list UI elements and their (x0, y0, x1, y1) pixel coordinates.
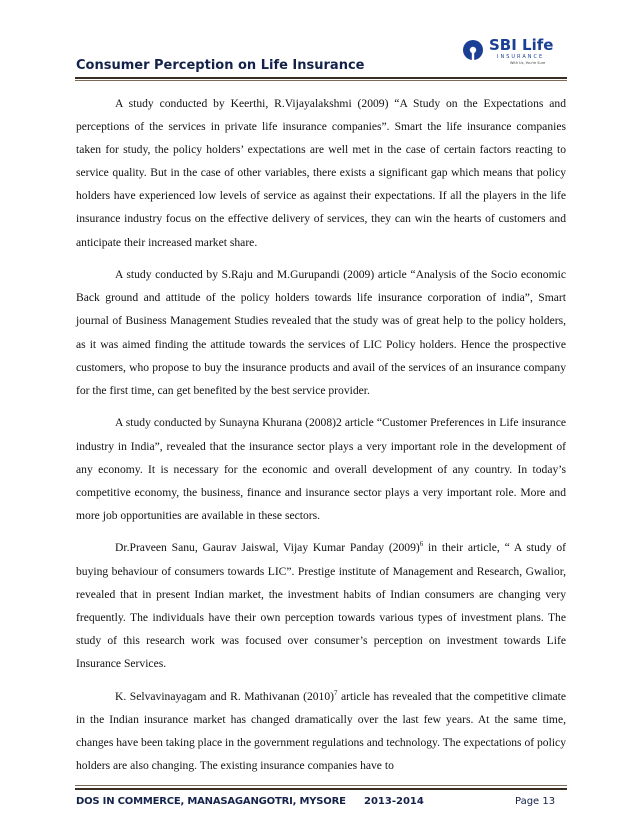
sbi-life-logo (462, 33, 572, 73)
footnote-ref-7: 7 (334, 688, 338, 697)
paragraph-4 (76, 536, 566, 675)
header-divider-thin (75, 80, 567, 81)
footer-year: 2013-2014 (364, 796, 424, 807)
page-header-title: Consumer Perception on Life Insurance (76, 58, 365, 73)
footer-divider-thin (75, 785, 567, 786)
paragraph-5-rest: article has revealed that the competitive climate in the Indian insurance market has changed dramatically over the last few years. At the same time, changes have been taking place in the government regulations and technology. The expectations of policy holders are also changing. The existing insurance companies have to (76, 689, 566, 772)
sbi-emblem-icon (462, 39, 484, 61)
body-text (76, 92, 566, 787)
paragraph-5 (76, 685, 566, 777)
footer-department: DOS IN COMMERCE, MANASAGANGOTRI, MYSORE (76, 796, 346, 807)
paragraph-1: A study conducted by Keerthi, R.Vijayalakshmi (2009) “A Study on the Expectations and perceptions of the services in private life insurance companies”. Smart the life insurance companies taken for study, the policy holders’ expectations are well met in the case of certain factors reacting to service quality. But in the case of other variables, there exists a significant gap which means that policy holders have experienced low levels of service as against their expectations. If all the players in the life insurance industry focus on the effective delivery of services, they can win the hearts of customers and anticipate their increased market share. (76, 97, 566, 249)
paragraph-3: A study conducted by Sunayna Khurana (2008)2 article “Customer Preferences in Life insurance industry in India”, revealed that the insurance sector plays a very important role in the development of any economy. It is necessary for the economic and overall development of any country. In today’s competitive economy, the business, finance and insurance sector plays a very important role. More and more job opportunities are available in these sectors. (76, 416, 566, 522)
header-divider (75, 77, 567, 79)
logo-brand: SBI Life (489, 36, 554, 54)
footer-divider (75, 788, 567, 790)
logo-subtitle: INSURANCE (497, 54, 545, 60)
paragraph-5-lead: K. Selvavinayagam and R. Mathivanan (2010) (115, 689, 334, 703)
footnote-ref-6: 6 (419, 540, 424, 549)
paragraph-2: A study conducted by S.Raju and M.Gurupandi (2009) article “Analysis of the Socio economic Back ground and attitude of the policy holders towards life insurance corporation of india”, Smart journal of Business Management Studies revealed that the study was of great help to the policy holders, as it was aimed finding the attitude towards the services of LIC Policy holders. Hence the prospective customers, who propose to buy the insurance products and avail of the services of an insurance company for the first time, can get benefited by the best service provider. (76, 268, 566, 397)
paragraph-4-rest: in their article, “ A study of buying behaviour of consumers towards LIC”. Prestige institute of Management and Research, Gwalior, revealed that in present Indian market, the investment habits of Indian consumers are changing very frequently. The individuals have their own perception towards various types of investment plans. The study of this research work was focused over consumer’s perception on investment towards Life Insurance Services. (76, 541, 566, 670)
logo-tagline: With Us, You're Sure (510, 61, 546, 65)
paragraph-4-lead: Dr.Praveen Sanu, Gaurav Jaiswal, Vijay Kumar Panday (2009) (115, 541, 420, 555)
footer-page-number: Page 13 (515, 796, 556, 807)
